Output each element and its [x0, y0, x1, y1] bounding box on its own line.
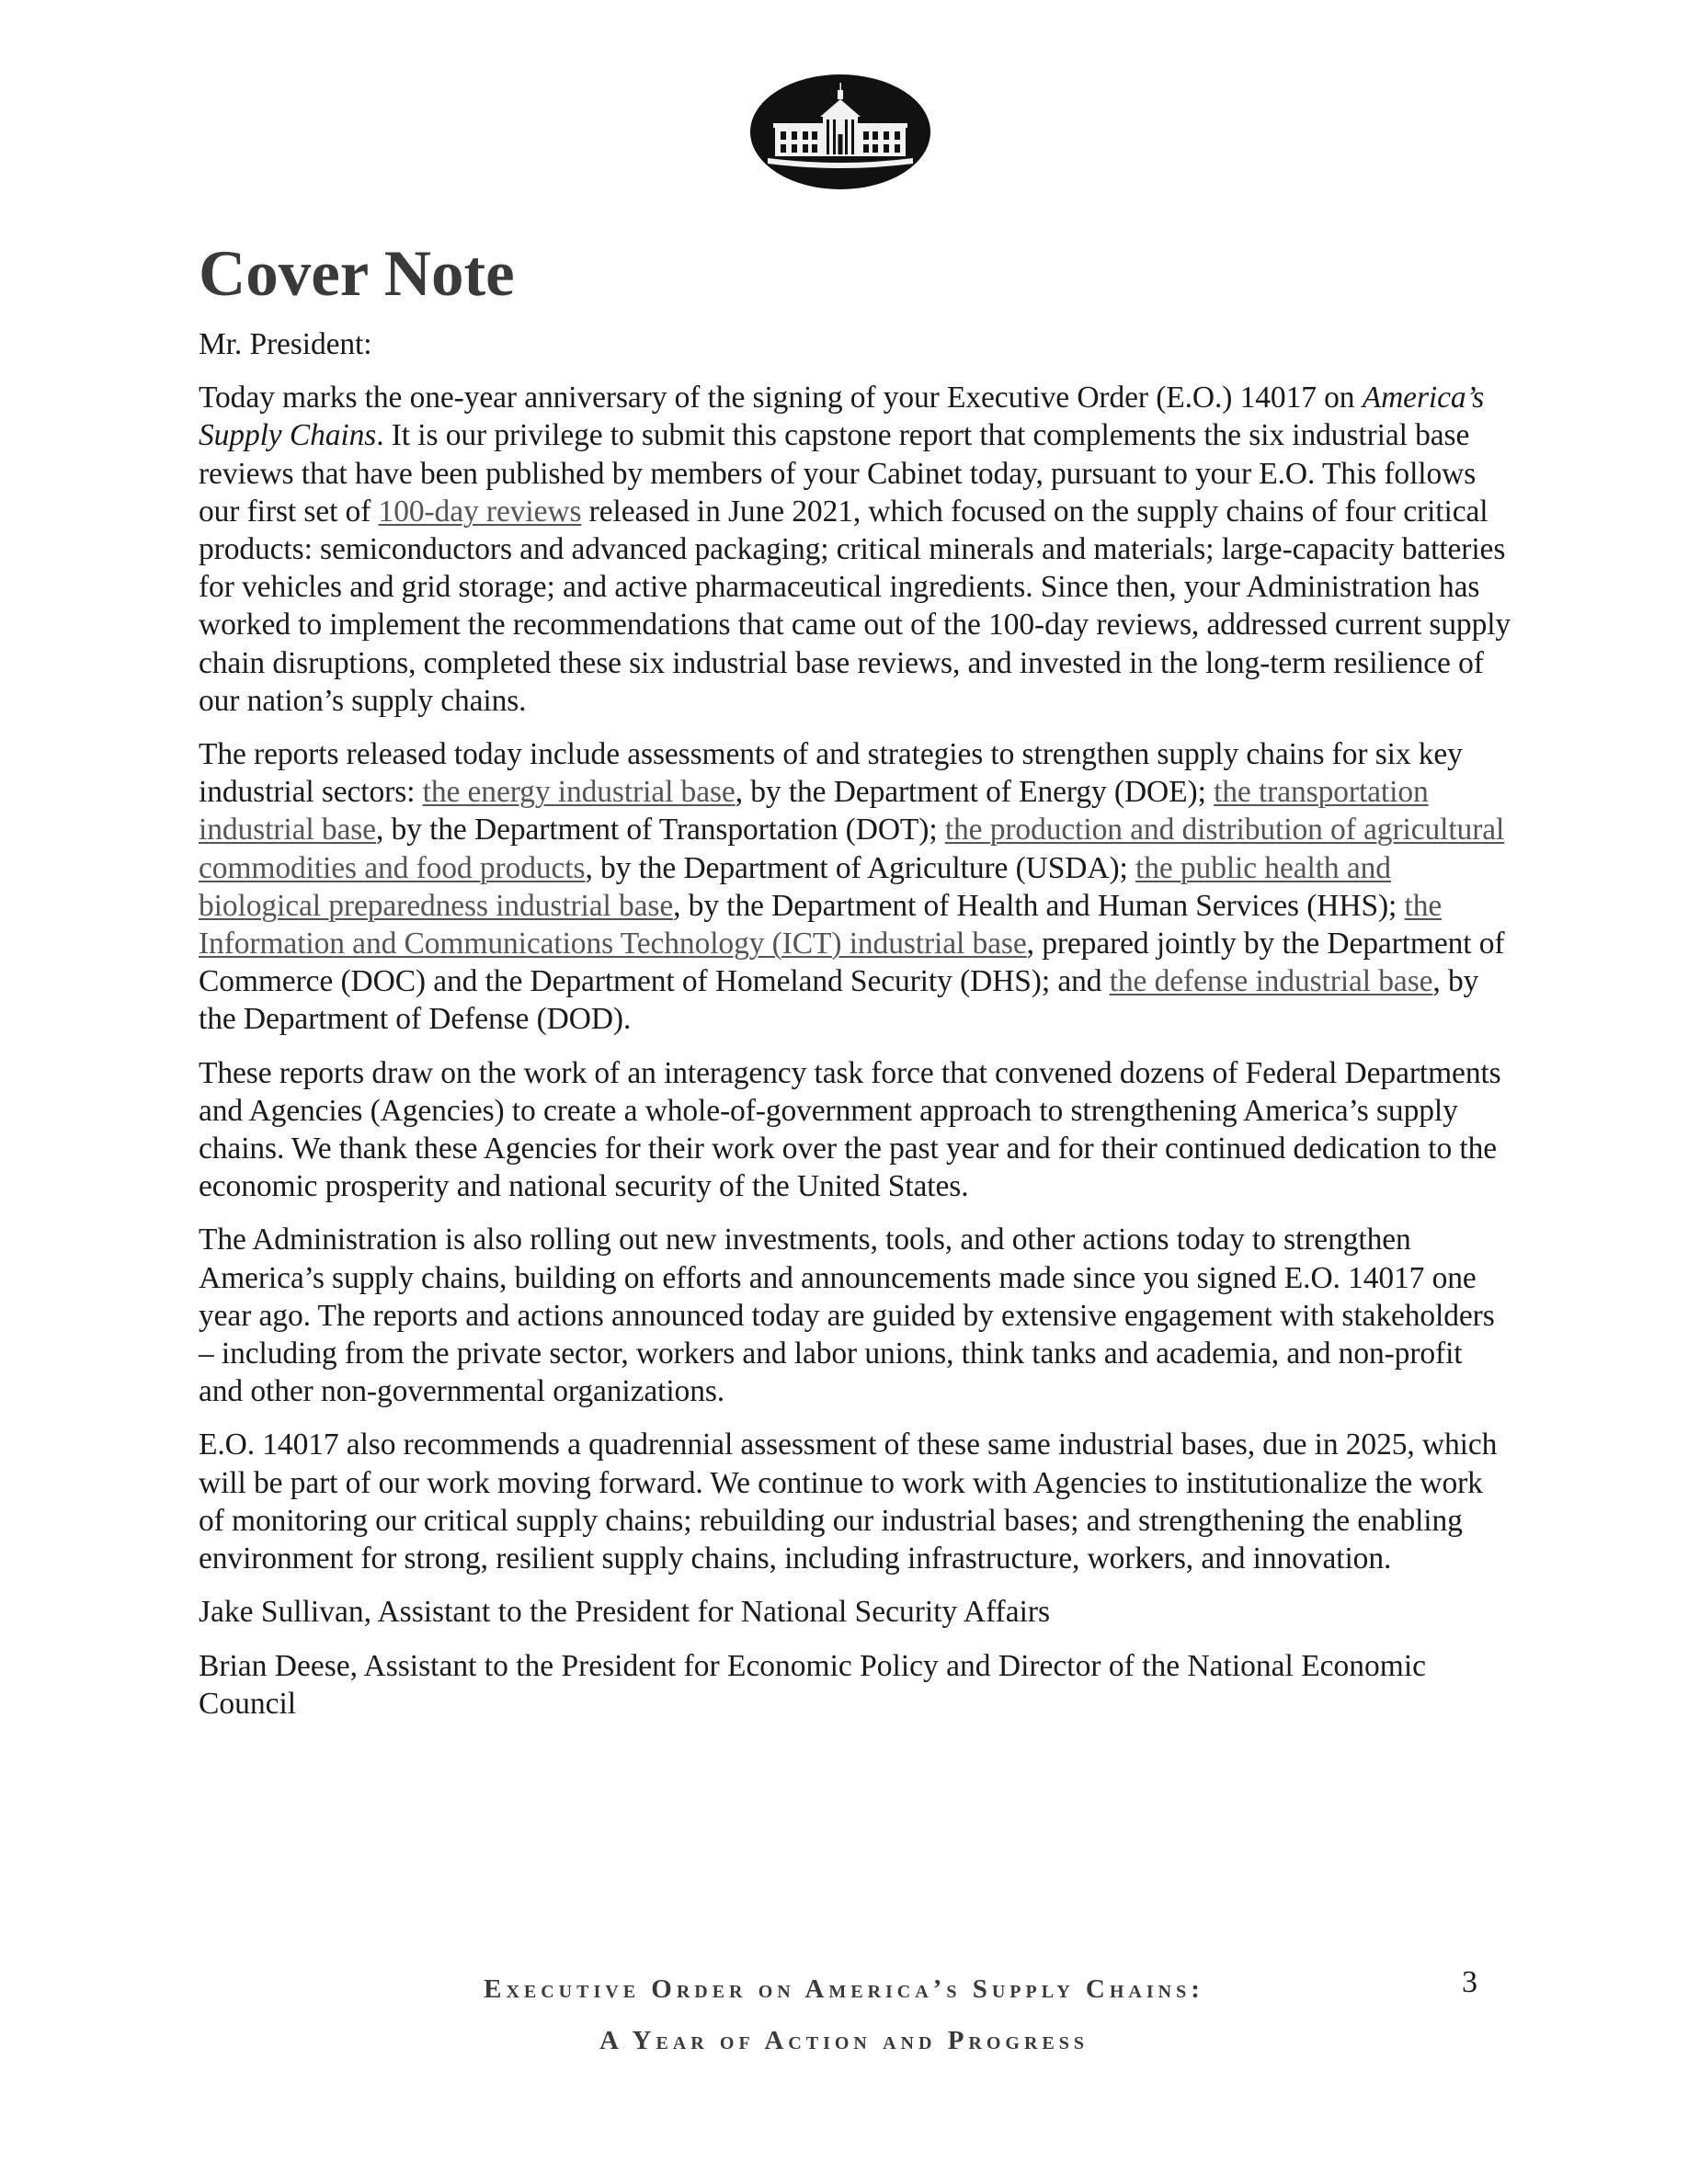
link-defense-industrial-base[interactable]: the defense industrial base [1109, 964, 1433, 999]
white-house-seal-icon [749, 74, 931, 190]
page-number: 3 [1462, 1965, 1477, 1999]
page-title: Cover Note [199, 238, 515, 310]
paragraph-anniversary: Today marks the one-year anniversary of the signing of your Executive Order (E.O.) 14017 on America’s Supply Chains. It is our privilege to submit this capstone report that complements the six industrial base reviews that have been published by members of your Cabinet today, pursuant to your E.O. This follows our first set of 100-day reviews released in June 2021, which focused on the supply chains of four critical products: semiconductors and advanced packaging; critical minerals and materials; large-capacity batteries for vehicles and grid storage; and active pharmaceutical ingredients. Since then, your Administration has worked to implement the recommendations that came out of the 100-day reviews, addressed current supply chain disruptions, completed these six industrial base reviews, and invested in the long-term resilience of our nation’s supply chains. [199, 381, 1511, 718]
letter-body [199, 325, 1513, 1577]
link-agricultural-commodities[interactable]: the production and distribution of agricultural commodities and food products [199, 813, 1505, 885]
paragraph-reports: The reports released today include assessments of and strategies to strengthen supply chains for six key industrial sectors: the energy industrial base, by the Department of Energy (DOE); the transportation industrial base, by the Department of Transportation (DOT); the production and distribution of agricultural commodities and food products, by the Department of Agriculture (USDA); the public health and biological preparedness industrial base, by the Department of Health and Human Services (HHS); the Information and Communications Technology (ICT) industrial base, prepared jointly by the Department of Commerce (DOC) and the Department of Homeland Security (DHS); and the defense industrial base, by the Department of Defense (DOD). [199, 737, 1505, 1037]
footer-title-line2: A Year of Action and Progress [599, 2026, 1089, 2055]
footer-title-line1: Executive Order on America’s Supply Chains: [484, 1974, 1204, 2004]
signature-sullivan: Jake Sullivan, Assistant to the President for National Security Affairs [199, 1595, 1051, 1630]
page-footer [0, 1963, 1688, 2066]
cover-note [199, 232, 1513, 1738]
link-100-day-reviews[interactable]: 100-day reviews [378, 494, 582, 529]
link-public-health-industrial-base[interactable]: the public health and biological preparedness industrial base [199, 850, 1391, 923]
paragraph-quadrennial: E.O. 14017 also recommends a quadrennial assessment of these same industrial bases, due in 2025, which will be part of our work moving forward. We continue to work with Agencies to institutionalize the work of monitoring our critical supply chains; rebuilding our industrial bases; and strengthening the enabling environment for strong, resilient supply chains, including infrastructure, workers, and innovation. [199, 1428, 1498, 1576]
paragraph-task-force: These reports draw on the work of an interagency task force that convened dozens of Federal Departments and Agencies (Agencies) to create a whole-of-government approach to strengthening America’s supply chains. We thank these Agencies for their work over the past year and for their continued dedication to the economic prosperity and national security of the United States. [199, 1055, 1501, 1204]
eo-title-italic: America’s Supply Chains [199, 381, 1485, 453]
paragraph-investments: The Administration is also rolling out new investments, tools, and other actions today to strengthen America’s supply chains, building on efforts and announcements made since you signed E.O. 14017 one year ago. The reports and actions announced today are guided by extensive engagement with stakeholders – including from the private sector, workers and labor unions, think tanks and academia, and non-profit and other non-governmental organizations. [199, 1223, 1495, 1409]
link-transportation-industrial-base[interactable]: the transportation industrial base [199, 775, 1429, 847]
salutation: Mr. President: [199, 327, 372, 361]
link-energy-industrial-base[interactable]: the energy industrial base [422, 775, 736, 810]
signatures [199, 1593, 1513, 1723]
link-ict-industrial-base[interactable]: the Information and Communications Technology (ICT) industrial base [199, 888, 1443, 961]
signature-deese: Brian Deese, Assistant to the President for Economic Policy and Director of the National Economic Council [199, 1648, 1427, 1721]
